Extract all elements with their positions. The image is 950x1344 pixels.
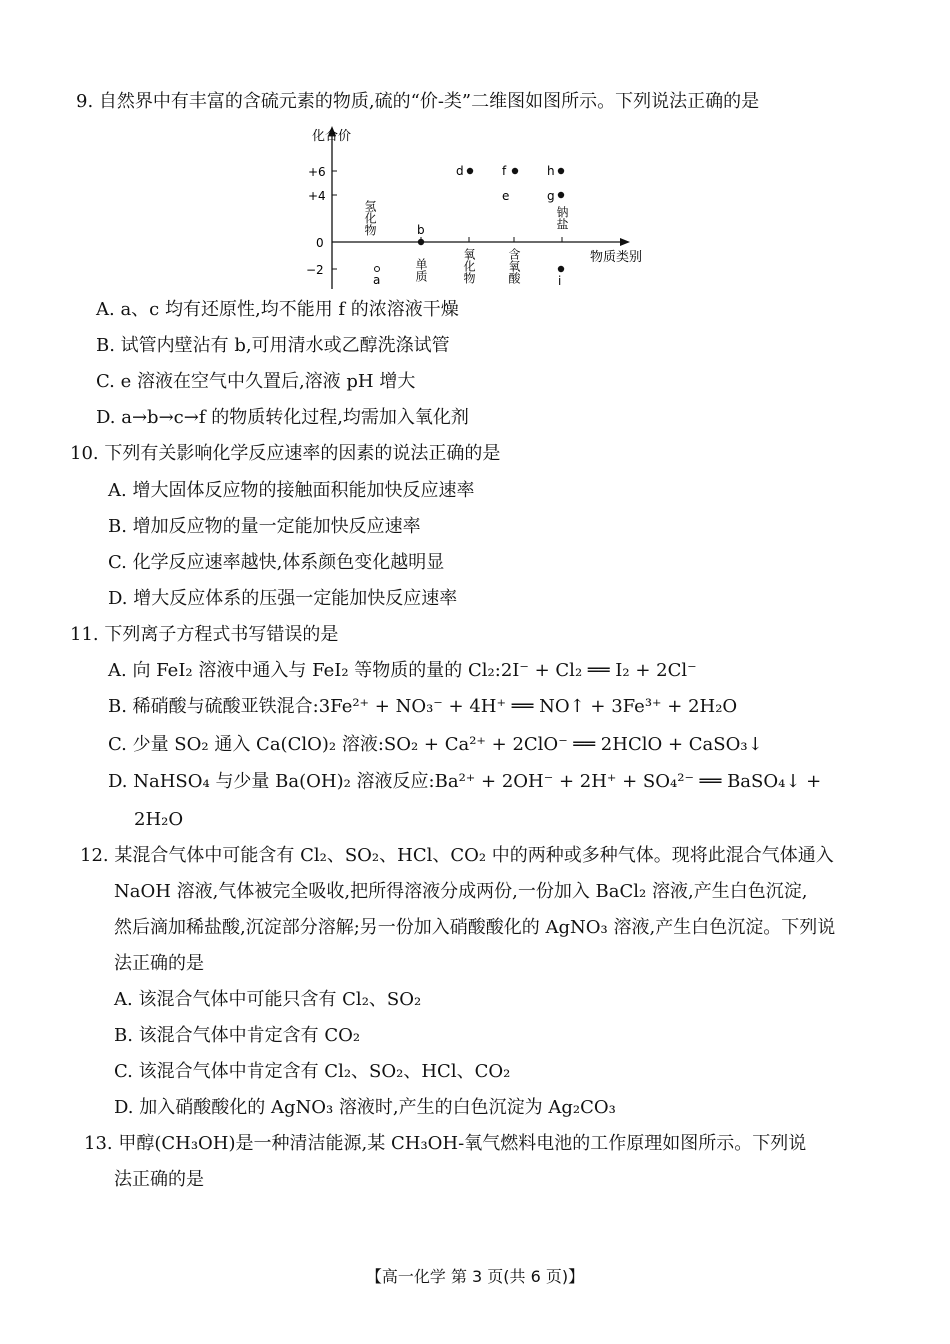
category-oxide: 氧化物 xyxy=(462,248,476,284)
y-tick-label: −2 xyxy=(306,263,324,277)
point-e-label: e xyxy=(502,189,510,203)
x-axis-arrow-icon xyxy=(620,238,630,246)
point-c-label: c xyxy=(372,270,373,271)
q13-stem-line2: 法正确的是 xyxy=(114,1169,204,1190)
point-b-label: b xyxy=(417,223,425,237)
q9-option-b: B. 试管内壁沾有 b,可用清水或乙醇洗涤试管 xyxy=(96,335,450,356)
q10-option-c: C. 化学反应速率越快,体系颜色变化越明显 xyxy=(108,552,445,573)
category-element: 单质 xyxy=(414,258,428,282)
q11-option-c: C. 少量 SO₂ 通入 Ca(ClO)₂ 溶液:SO₂ + Ca²⁺ + 2ClO⁻ ══ 2HClO + CaSO₃↓ xyxy=(108,734,763,755)
y-tick-label: 0 xyxy=(316,236,324,250)
q9-stem: 9. 自然界中有丰富的含硫元素的物质,硫的“价-类”二维图如图所示。下列说法正确的是 xyxy=(76,91,760,112)
point-f-label: f xyxy=(502,164,507,178)
point-d-label: d xyxy=(456,164,464,178)
q10-option-a: A. 增大固体反应物的接触面积能加快反应速率 xyxy=(108,480,475,501)
point-f-marker xyxy=(512,168,518,174)
q12-stem-line4: 法正确的是 xyxy=(114,953,204,974)
y-tick-label: +6 xyxy=(308,165,326,179)
point-h-label: h xyxy=(547,164,555,178)
q9-option-a: A. a、c 均有还原性,均不能用 f 的浓溶液干燥 xyxy=(96,299,459,320)
q12-option-c: C. 该混合气体中肯定含有 Cl₂、SO₂、HCl、CO₂ xyxy=(114,1061,511,1082)
point-b-marker xyxy=(418,239,424,245)
q9-option-c: C. e 溶液在空气中久置后,溶液 pH 增大 xyxy=(96,371,416,392)
q11-option-a: A. 向 FeI₂ 溶液中通入与 FeI₂ 等物质的量的 Cl₂:2I⁻ + Cl₂ ══ I₂ + 2Cl⁻ xyxy=(108,660,697,681)
point-a-marker xyxy=(375,267,380,272)
y-axis-label: 化合价 xyxy=(312,129,352,144)
q12-stem-line1: 12. 某混合气体中可能含有 Cl₂、SO₂、HCl、CO₂ 中的两种或多种气体。现将此混合气体通入 xyxy=(80,845,834,866)
point-g-marker xyxy=(558,192,564,198)
point-a-label: a xyxy=(373,273,381,287)
q11-stem: 11. 下列离子方程式书写错误的是 xyxy=(70,624,339,645)
category-oxyacid: 含氧酸 xyxy=(507,248,521,284)
y-tick-label: +4 xyxy=(308,189,326,203)
q11-option-d-line1: D. NaHSO₄ 与少量 Ba(OH)₂ 溶液反应:Ba²⁺ + 2OH⁻ + 2H⁺ + SO₄²⁻ ══ BaSO₄↓ + xyxy=(108,771,822,792)
point-h-marker xyxy=(558,168,564,174)
q11-option-d-line2: 2H₂O xyxy=(134,809,184,830)
sulfur-valence-class-diagram xyxy=(290,124,670,296)
q11-option-b: B. 稀硝酸与硫酸亚铁混合:3Fe²⁺ + NO₃⁻ + 4H⁺ ══ NO↑ + 3Fe³⁺ + 2H₂O xyxy=(108,696,738,717)
q12-option-d: D. 加入硝酸酸化的 AgNO₃ 溶液时,产生的白色沉淀为 Ag₂CO₃ xyxy=(114,1097,616,1118)
point-i-label: i xyxy=(558,274,562,288)
x-axis-label: 物质类别 xyxy=(590,250,643,265)
q9-option-d: D. a→b→c→f 的物质转化过程,均需加入氧化剂 xyxy=(96,407,469,428)
category-sodium-salt: 钠盐 xyxy=(555,206,569,230)
q10-option-b: B. 增加反应物的量一定能加快反应速率 xyxy=(108,516,421,537)
point-i-marker xyxy=(558,266,564,272)
q10-stem: 10. 下列有关影响化学反应速率的因素的说法正确的是 xyxy=(70,443,501,464)
q12-stem-line3: 然后滴加稀盐酸,沉淀部分溶解;另一份加入硝酸酸化的 AgNO₃ 溶液,产生白色沉淀。下列说 xyxy=(114,917,836,938)
q13-stem-line1: 13. 甲醇(CH₃OH)是一种清洁能源,某 CH₃OH-氧气燃料电池的工作原理如图所示。下列说 xyxy=(84,1133,807,1154)
page-footer: 【高一化学 第 3 页(共 6 页)】 xyxy=(365,1267,585,1286)
category-hydride: 氢化物 xyxy=(363,200,377,236)
q12-stem-line2: NaOH 溶液,气体被完全吸收,把所得溶液分成两份,一份加入 BaCl₂ 溶液,产生白色沉淀, xyxy=(114,881,808,902)
q12-option-b: B. 该混合气体中肯定含有 CO₂ xyxy=(114,1025,361,1046)
q12-option-a: A. 该混合气体中可能只含有 Cl₂、SO₂ xyxy=(114,989,422,1010)
point-d-marker xyxy=(467,168,473,174)
q10-option-d: D. 增大反应体系的压强一定能加快反应速率 xyxy=(108,588,458,609)
point-g-label: g xyxy=(547,189,555,203)
